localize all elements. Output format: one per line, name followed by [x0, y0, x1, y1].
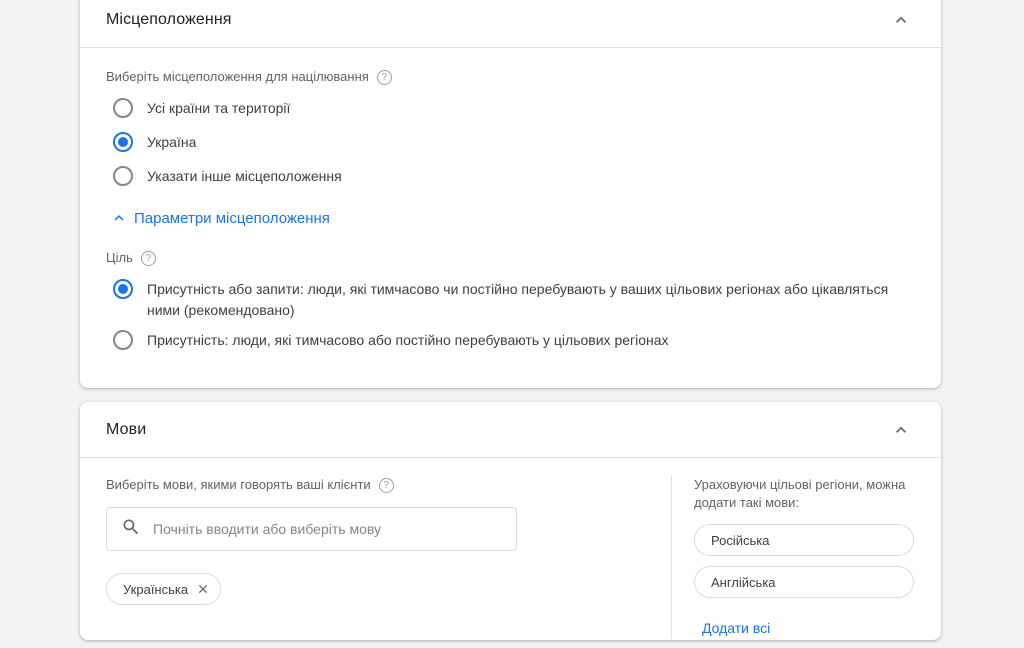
location-field-label-row — [106, 68, 915, 85]
help-icon[interactable]: ? — [377, 68, 392, 85]
target-label: Ціль — [106, 250, 133, 265]
location-options-expander[interactable] — [110, 209, 330, 227]
target-option-presence-or-interest[interactable] — [106, 276, 915, 321]
languages-selection-panel — [80, 476, 672, 639]
suggestion-label: Російська — [711, 532, 770, 548]
languages-card-title: Мови — [106, 420, 147, 438]
languages-card-body — [80, 458, 941, 639]
add-all-button[interactable]: Додати всі — [702, 620, 771, 636]
chevron-up-icon[interactable] — [885, 4, 917, 36]
radio-icon-selected[interactable] — [113, 132, 133, 152]
radio-icon[interactable] — [113, 98, 133, 118]
location-option-label: Указати інше місцеположення — [147, 168, 342, 184]
radio-icon[interactable] — [113, 330, 133, 350]
location-card-body — [80, 48, 941, 355]
target-option-label: Присутність або запити: люди, які тимчасово чи постійно перебувають у ваших цільових регіонах або цікавляться ними (рекомендовано) — [147, 281, 889, 318]
language-search-box[interactable] — [106, 507, 517, 551]
suggestion-label: Англійська — [711, 574, 776, 590]
location-option-label: Україна — [147, 134, 197, 150]
location-option-label: Усі країни та території — [147, 100, 291, 116]
location-options-expander-label: Параметри місцеположення — [134, 209, 330, 227]
language-search-input[interactable] — [151, 520, 504, 538]
radio-icon-selected[interactable] — [113, 279, 133, 299]
help-icon[interactable]: ? — [379, 476, 394, 493]
location-card-title: Місцеположення — [106, 10, 232, 28]
location-option-other[interactable] — [106, 163, 915, 191]
target-label-row — [106, 249, 915, 266]
languages-suggestions-panel — [672, 476, 941, 639]
location-field-label: Виберіть місцеположення для націлювання — [106, 69, 369, 84]
location-card — [80, 0, 941, 388]
location-card-header — [80, 0, 941, 48]
languages-card-header — [80, 402, 941, 458]
languages-card — [80, 402, 941, 640]
chevron-up-icon[interactable] — [885, 414, 917, 446]
target-option-presence[interactable] — [106, 327, 915, 355]
selected-language-chip-label: Українська — [123, 581, 189, 597]
chevron-up-icon — [110, 209, 128, 227]
location-option-ukraine[interactable] — [106, 129, 915, 157]
selected-language-chip[interactable] — [106, 573, 221, 605]
location-option-all-countries[interactable] — [106, 95, 915, 123]
languages-field-label: Виберіть мови, якими говорять ваші клієнти — [106, 477, 371, 492]
close-icon[interactable] — [196, 582, 210, 596]
languages-field-label-row — [106, 476, 645, 493]
suggestion-english[interactable] — [694, 566, 914, 598]
target-option-label: Присутність: люди, які тимчасово або постійно перебувають у цільових регіонах — [147, 332, 669, 348]
search-icon — [119, 517, 151, 542]
radio-icon[interactable] — [113, 166, 133, 186]
suggestion-russian[interactable] — [694, 524, 914, 556]
help-icon[interactable]: ? — [141, 249, 156, 266]
target-subsection — [106, 249, 915, 355]
suggestions-title: Ураховуючи цільові регіони, можна додати такі мови: — [694, 477, 906, 510]
